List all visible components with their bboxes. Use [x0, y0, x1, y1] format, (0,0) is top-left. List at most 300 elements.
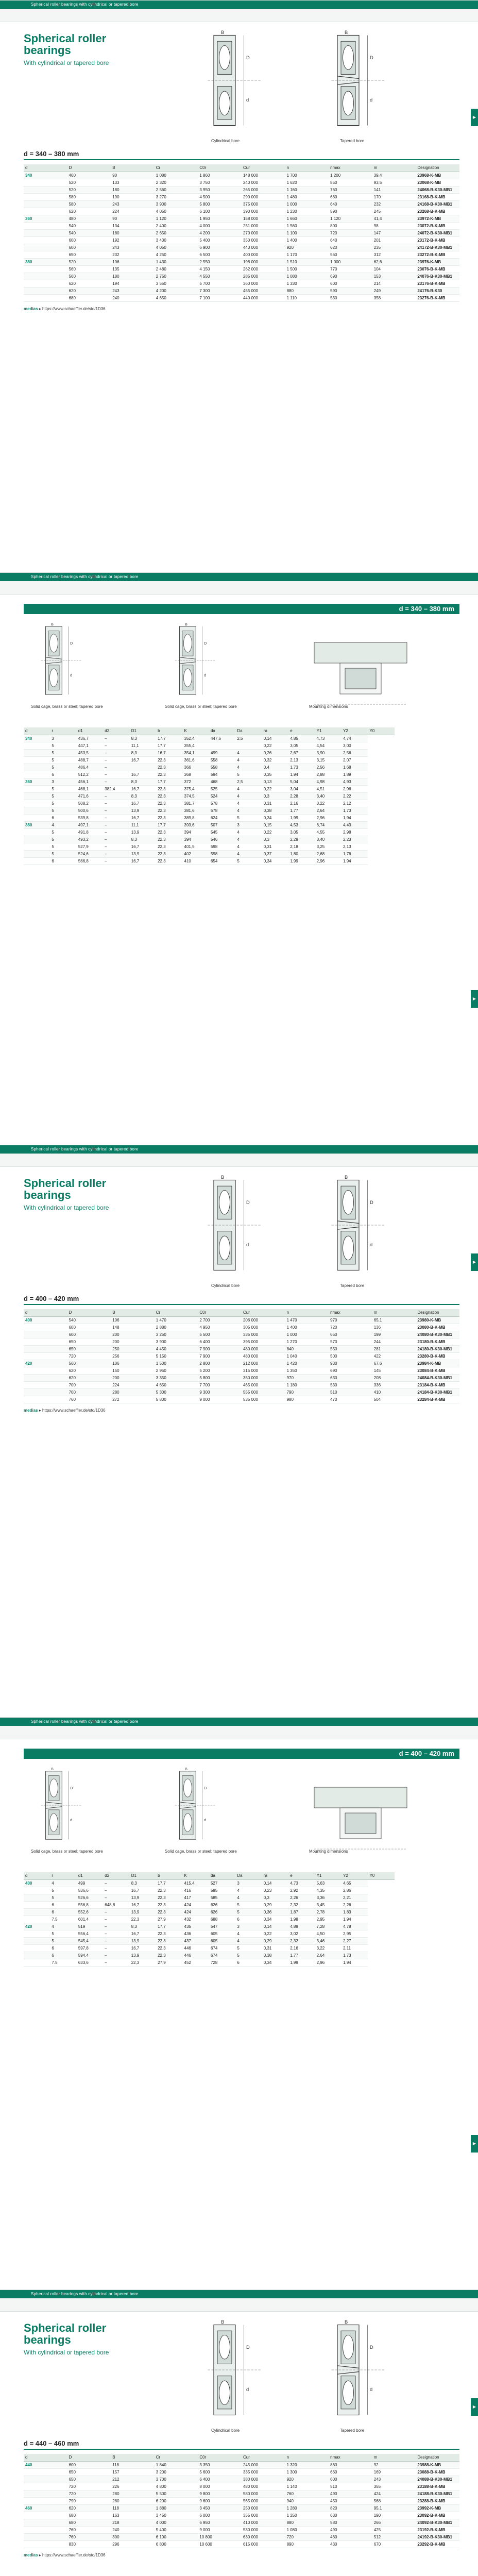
table-cell: 555 000: [242, 1388, 285, 1396]
table-cell: 361,6: [183, 756, 209, 764]
table-cell: 4,89: [288, 1923, 315, 1930]
table-cell: [24, 1381, 67, 1388]
table-cell: 880: [285, 2519, 329, 2526]
svg-text:d: d: [246, 2386, 249, 2392]
table-cell: 24176-B-K30: [416, 287, 459, 294]
table-cell: 890: [285, 2540, 329, 2548]
column-header: C0r: [198, 2454, 242, 2461]
table-cell: 640: [329, 236, 372, 244]
table-row: [24, 273, 459, 280]
table-cell: 22,3: [156, 843, 182, 850]
table-cell: 360: [24, 778, 50, 785]
table-cell: 1 110: [285, 294, 329, 301]
table-cell: 169: [372, 2468, 416, 2476]
table-cell: 600: [67, 1324, 111, 1331]
table-cell: 6 100: [155, 2533, 198, 2540]
table-cell: 7.5: [50, 1916, 76, 1923]
table-cell: 840: [285, 1345, 329, 1352]
table-cell: 355: [372, 2483, 416, 2490]
table-cell: 4,35: [315, 1887, 342, 1894]
table-cell: 1,94: [342, 814, 368, 821]
table-cell: 1,76: [342, 850, 368, 857]
table-cell: 266: [372, 2519, 416, 2526]
table-cell: 680: [67, 294, 111, 301]
table-cell: 1,80: [288, 850, 315, 857]
table-cell: 488,7: [77, 756, 103, 764]
table-cell: 539,8: [77, 814, 103, 821]
table-cell: 626: [209, 1901, 235, 1908]
column-header: nmax: [329, 1309, 372, 1316]
table-cell: 340: [24, 172, 67, 179]
table-cell: 3: [235, 821, 262, 828]
table-cell: 570: [329, 1338, 372, 1345]
table-cell: 3,00: [342, 742, 368, 749]
table-cell: 2,78: [315, 1908, 342, 1916]
table-cell: 218: [111, 2519, 155, 2526]
table-cell: 23084-B-K-MB: [416, 1367, 459, 1374]
table-cell: 5 400: [198, 236, 242, 244]
table-cell: 410 000: [242, 2519, 285, 2526]
table-cell: 0,37: [262, 850, 288, 857]
column-header: d: [24, 164, 67, 172]
table-cell: 5: [235, 1952, 262, 1959]
cylindrical-bore-drawing: [196, 1171, 288, 1290]
table-cell: 280: [111, 2490, 155, 2497]
table-cell: 470: [329, 1396, 372, 1403]
table-cell: 368: [183, 771, 209, 778]
section-tab[interactable]: ▶: [471, 2398, 478, 2416]
table-cell: 3 430: [155, 236, 198, 244]
table-cell: 2,92: [288, 1887, 315, 1894]
table-cell: 395 000: [242, 1338, 285, 1345]
table-cell: 290 000: [242, 193, 285, 200]
section-tab[interactable]: ▶: [471, 2135, 478, 2153]
tapered-bore-drawing: [319, 1171, 412, 1290]
table-cell: [24, 2490, 67, 2497]
column-header: d1: [77, 727, 103, 735]
table-cell: 300: [111, 2533, 155, 2540]
table-cell: –: [103, 1959, 129, 1966]
table-cell: 530 000: [242, 2526, 285, 2533]
table-cell: 1,77: [288, 1952, 315, 1959]
column-header: m: [372, 1309, 416, 1316]
table-cell: 4,43: [342, 821, 368, 828]
column-header: d1: [77, 1872, 103, 1879]
table-cell: 7,28: [315, 1923, 342, 1930]
table-cell: 272: [111, 1396, 155, 1403]
svg-text:d: d: [70, 1818, 73, 1822]
media-link-footer[interactable]: [24, 1408, 106, 1413]
table-cell: 5 200: [198, 1367, 242, 1374]
table-cell: 24188-B-K30-MB1: [416, 2490, 459, 2497]
table-cell: 2,67: [288, 749, 315, 756]
table-cell: 23984-K-MB: [416, 1360, 459, 1367]
table-cell: 305 000: [242, 1324, 285, 1331]
table-cell: 860: [329, 2461, 372, 2468]
table-cell: 6,74: [315, 821, 342, 828]
table-cell: 700: [67, 1388, 111, 1396]
table-cell: 1 500: [285, 265, 329, 273]
table-cell: 585: [209, 1887, 235, 1894]
table-cell: 226: [111, 2483, 155, 2490]
table-row: [24, 1887, 395, 1894]
table-cell: 23088-B-K-MB: [416, 2468, 459, 2476]
table-cell: 250 000: [242, 2504, 285, 2512]
table-cell: 0,22: [262, 742, 288, 749]
table-cell: 3 900: [155, 200, 198, 208]
table-cell: 16,7: [156, 749, 182, 756]
table-cell: 4: [235, 836, 262, 843]
table-cell: 4,65: [342, 1879, 368, 1887]
table-cell: 417: [183, 1894, 209, 1901]
table-cell: 800: [329, 222, 372, 229]
catalog-page: [0, 1145, 478, 1717]
table-cell: 22,3: [156, 792, 182, 800]
table-cell: 630: [329, 1374, 372, 1381]
table-cell: 453,5: [77, 749, 103, 756]
table-cell: 2,32: [288, 1901, 315, 1908]
table-cell: 546: [209, 836, 235, 843]
data-table: [24, 1872, 395, 1967]
table-cell: 400: [24, 1316, 67, 1324]
table-cell: 4: [235, 764, 262, 771]
table-cell: 4,53: [288, 821, 315, 828]
svg-text:d: d: [370, 97, 373, 103]
media-link[interactable]: ▸ https://www.schaeffler.de/std/1D36: [38, 2553, 106, 2557]
table-cell: 5,63: [315, 1879, 342, 1887]
product-title-block: [24, 2322, 122, 2357]
table-cell: 0,38: [262, 1952, 288, 1959]
table-cell: [24, 193, 67, 200]
table-cell: 2,11: [342, 1944, 368, 1952]
table-cell: 13,9: [130, 850, 156, 857]
table-cell: 5: [50, 742, 76, 749]
table-cell: 430: [329, 2540, 372, 2548]
drawing-caption: Tapered bore: [340, 2428, 365, 2433]
subheader-strip: [0, 1154, 478, 1167]
table-row: [24, 1937, 395, 1944]
table-cell: 760: [67, 2526, 111, 2533]
table-cell: [24, 1908, 50, 1916]
table-cell: 118: [111, 2504, 155, 2512]
media-link[interactable]: ▸ https://www.schaeffler.de/std/1D36: [38, 307, 106, 311]
column-header: r: [50, 1872, 76, 1879]
table-cell: 245: [372, 208, 416, 215]
column-header: b: [156, 1872, 182, 1879]
table-cell: 1 000: [329, 258, 372, 265]
table-cell: 2 400: [155, 222, 198, 229]
subheader-strip: [0, 1726, 478, 1739]
table-cell: [24, 1937, 50, 1944]
table-row: [24, 1316, 459, 1324]
table-cell: 2,96: [315, 857, 342, 865]
table-row: [24, 1388, 459, 1396]
table-cell: 0,4: [262, 764, 288, 771]
table-row: [24, 1374, 459, 1381]
table-row: [24, 1959, 395, 1966]
table-cell: 4,54: [315, 742, 342, 749]
table-cell: 2,16: [288, 1944, 315, 1952]
table-cell: 4,85: [288, 735, 315, 742]
table-cell: 1 430: [155, 258, 198, 265]
table-cell: [24, 800, 50, 807]
table-cell: 4: [235, 1894, 262, 1901]
table-cell: 0,14: [262, 735, 288, 742]
table-cell: 3: [235, 1923, 262, 1930]
column-header: m: [372, 2454, 416, 2461]
table-cell: 95,1: [372, 2504, 416, 2512]
table-cell: 16,7: [130, 1887, 156, 1894]
table-cell: 940: [285, 2497, 329, 2504]
table-cell: 158 000: [242, 215, 285, 222]
table-cell: 24072-B-K30-MB1: [416, 229, 459, 236]
table-cell: 243: [372, 2476, 416, 2483]
table-cell: 192: [111, 236, 155, 244]
table-cell: 9 000: [198, 2526, 242, 2533]
table-row: [24, 193, 459, 200]
media-link[interactable]: ▸ https://www.schaeffler.de/std/1D36: [38, 1408, 106, 1413]
table-cell: 0,14: [262, 1879, 288, 1887]
table-cell: 401,5: [183, 843, 209, 850]
table-cell: 3,22: [315, 1944, 342, 1952]
table-cell: 490: [329, 2526, 372, 2533]
table-row: [24, 850, 395, 857]
drawing-caption: Tapered bore: [340, 139, 365, 143]
table-cell: 4 250: [155, 251, 198, 258]
table-cell: 67,6: [372, 1360, 416, 1367]
table-cell: 1 080: [285, 273, 329, 280]
table-cell: 22,3: [130, 1959, 156, 1966]
svg-text:d: d: [70, 673, 73, 677]
table-row: [24, 236, 459, 244]
table-cell: 2,64: [315, 1952, 342, 1959]
drawing-caption: Cylindrical bore: [211, 2428, 240, 2433]
table-cell: [24, 2540, 67, 2548]
table-row: [24, 807, 395, 814]
table-row: [24, 172, 459, 179]
media-link-footer[interactable]: [24, 2553, 106, 2557]
table-row: [24, 2476, 459, 2483]
table-cell: 3,45: [315, 1901, 342, 1908]
table-cell: 136: [372, 1324, 416, 1331]
table-cell: 1 470: [285, 1316, 329, 1324]
table-cell: –: [103, 1937, 129, 1944]
table-cell: 6 000: [198, 2512, 242, 2519]
table-row: [24, 280, 459, 287]
table-cell: 22,3: [156, 756, 182, 764]
table-cell: 424: [183, 1901, 209, 1908]
drawing-caption: Mounting dimensions: [309, 1849, 348, 1854]
table-cell: 23192-B-K-MB: [416, 2526, 459, 2533]
table-cell: 6 400: [198, 1338, 242, 1345]
table-cell: 5: [50, 785, 76, 792]
table-cell: 157: [111, 2468, 155, 2476]
table-cell: 471,6: [77, 792, 103, 800]
table-cell: 148 000: [242, 172, 285, 179]
table-cell: 389,8: [183, 814, 209, 821]
table-cell: 13,9: [130, 1908, 156, 1916]
column-header: Cur: [242, 2454, 285, 2461]
table-cell: 65,1: [372, 1316, 416, 1324]
table-cell: [24, 1396, 67, 1403]
table-cell: [24, 251, 67, 258]
table-cell: 358: [372, 294, 416, 301]
table-cell: 23072-B-K-MB: [416, 222, 459, 229]
table-cell: 820: [329, 2504, 372, 2512]
drawing-caption: Mounting dimensions: [309, 704, 348, 709]
table-cell: 1,87: [288, 1908, 315, 1916]
table-cell: 23284-B-K-MB: [416, 1396, 459, 1403]
table-cell: 4 650: [155, 294, 198, 301]
table-cell: 22,3: [156, 1901, 182, 1908]
table-cell: 5: [50, 850, 76, 857]
table-cell: 3,25: [315, 843, 342, 850]
table-cell: 6 400: [198, 2476, 242, 2483]
table-cell: 17,7: [156, 742, 182, 749]
table-cell: 568: [372, 2497, 416, 2504]
table-cell: 98: [372, 222, 416, 229]
table-cell: 23076-B-K-MB: [416, 265, 459, 273]
media-link-footer[interactable]: [24, 307, 106, 311]
table-cell: 24192-B-K30-MB1: [416, 2533, 459, 2540]
table-cell: 2,68: [315, 850, 342, 857]
table-cell: 560: [67, 1360, 111, 1367]
table-cell: 22,3: [130, 1916, 156, 1923]
table-row: [24, 294, 459, 301]
svg-text:B: B: [345, 30, 348, 36]
table-row: [24, 2519, 459, 2526]
table-cell: 0,34: [262, 814, 288, 821]
table-cell: 1 170: [285, 251, 329, 258]
table-cell: 13,9: [130, 1952, 156, 1959]
table-cell: 3 350: [155, 1374, 198, 1381]
table-cell: 580: [329, 2519, 372, 2526]
tapered-bore-drawing: [319, 2316, 412, 2434]
table-cell: 5: [235, 814, 262, 821]
column-header: D1: [130, 1872, 156, 1879]
table-cell: [24, 771, 50, 778]
table-cell: 380: [24, 258, 67, 265]
table-cell: 0,35: [262, 771, 288, 778]
table-cell: 4,51: [315, 785, 342, 792]
table-cell: 620: [67, 208, 111, 215]
table-cell: 250: [111, 1345, 155, 1352]
table-cell: 1 040: [285, 1352, 329, 1360]
table-cell: 558: [209, 764, 235, 771]
section-tab[interactable]: ▶: [471, 990, 478, 1008]
table-cell: 493,2: [77, 836, 103, 843]
table-cell: 600: [67, 1331, 111, 1338]
table-cell: 23176-B-K-MB: [416, 280, 459, 287]
table-cell: 1,94: [342, 1959, 368, 1966]
drawing-caption: Solid cage, brass or steel; tapered bore: [31, 1849, 103, 1854]
column-header: Cr: [155, 164, 198, 172]
table-cell: 4 200: [198, 229, 242, 236]
table-row: [24, 828, 395, 836]
table-cell: 3,40: [315, 836, 342, 843]
table-cell: 17,7: [156, 735, 182, 742]
table-cell: 530: [329, 1381, 372, 1388]
table-cell: 3 700: [155, 2476, 198, 2483]
drawing-caption: Cylindrical bore: [211, 139, 240, 143]
table-cell: 243: [111, 200, 155, 208]
table-cell: [24, 836, 50, 843]
table-cell: 601,4: [77, 1916, 103, 1923]
table-cell: 13,9: [130, 1937, 156, 1944]
table-cell: 1 270: [285, 1338, 329, 1345]
column-header: Y0: [368, 1872, 395, 1879]
table-cell: 22,3: [156, 1952, 182, 1959]
section-drawing: [31, 1767, 124, 1885]
column-header: B: [111, 164, 155, 172]
table-cell: 2 750: [155, 273, 198, 280]
table-cell: 850: [329, 179, 372, 186]
page-header-band: Spherical roller bearings with cylindrical or tapered bore: [0, 1145, 478, 1154]
table-cell: 380 000: [242, 2476, 285, 2483]
table-cell: 440 000: [242, 244, 285, 251]
table-cell: 4 550: [198, 273, 242, 280]
table-row: [24, 1360, 459, 1367]
table-cell: 265 000: [242, 186, 285, 193]
table-cell: 190: [111, 193, 155, 200]
table-row: [24, 821, 395, 828]
table-cell: 360 000: [242, 280, 285, 287]
table-cell: 535 000: [242, 1396, 285, 1403]
table-cell: 280: [111, 2497, 155, 2504]
table-cell: [24, 1930, 50, 1937]
svg-text:B: B: [185, 623, 187, 627]
table-cell: 720: [285, 2533, 329, 2540]
table-cell: 590: [329, 287, 372, 294]
svg-text:B: B: [345, 2319, 348, 2325]
table-cell: 447,1: [77, 742, 103, 749]
section-tab[interactable]: ▶: [471, 1253, 478, 1271]
table-cell: 620: [67, 280, 111, 287]
table-cell: 23968-K-MB: [416, 172, 459, 179]
table-cell: 5 150: [155, 1352, 198, 1360]
table-cell: 5: [50, 1894, 76, 1901]
table-cell: 422: [372, 1352, 416, 1360]
table-cell: 1,83: [342, 1908, 368, 1916]
table-cell: 1 420: [285, 1360, 329, 1367]
table-cell: 550: [329, 1345, 372, 1352]
table-cell: 381,6: [183, 807, 209, 814]
table-cell: [24, 2497, 67, 2504]
table-cell: 0,22: [262, 1930, 288, 1937]
table-cell: 630: [329, 2512, 372, 2519]
table-cell: [24, 764, 50, 771]
table-cell: 232: [372, 200, 416, 208]
table-cell: 530: [329, 294, 372, 301]
table-cell: 23184-B-K-MB: [416, 1381, 459, 1388]
table-cell: 4: [235, 800, 262, 807]
table-cell: 620: [67, 287, 111, 294]
drawing-caption: Solid cage, brass or steel; tapered bore: [165, 704, 237, 709]
section-tab[interactable]: ▶: [471, 109, 478, 126]
table-cell: 23280-B-K-MB: [416, 1352, 459, 1360]
table-row: [24, 287, 459, 294]
svg-text:d: d: [370, 2386, 373, 2392]
table-cell: 24084-B-K30-MB1: [416, 1374, 459, 1381]
table-cell: 312: [372, 251, 416, 258]
tapered-bore-drawing: [319, 26, 412, 145]
table-cell: 4: [235, 785, 262, 792]
table-cell: 170: [372, 193, 416, 200]
table-cell: 200: [111, 1338, 155, 1345]
table-cell: 3,05: [288, 742, 315, 749]
table-cell: 1 200: [329, 172, 372, 179]
table-cell: 340: [24, 735, 50, 742]
